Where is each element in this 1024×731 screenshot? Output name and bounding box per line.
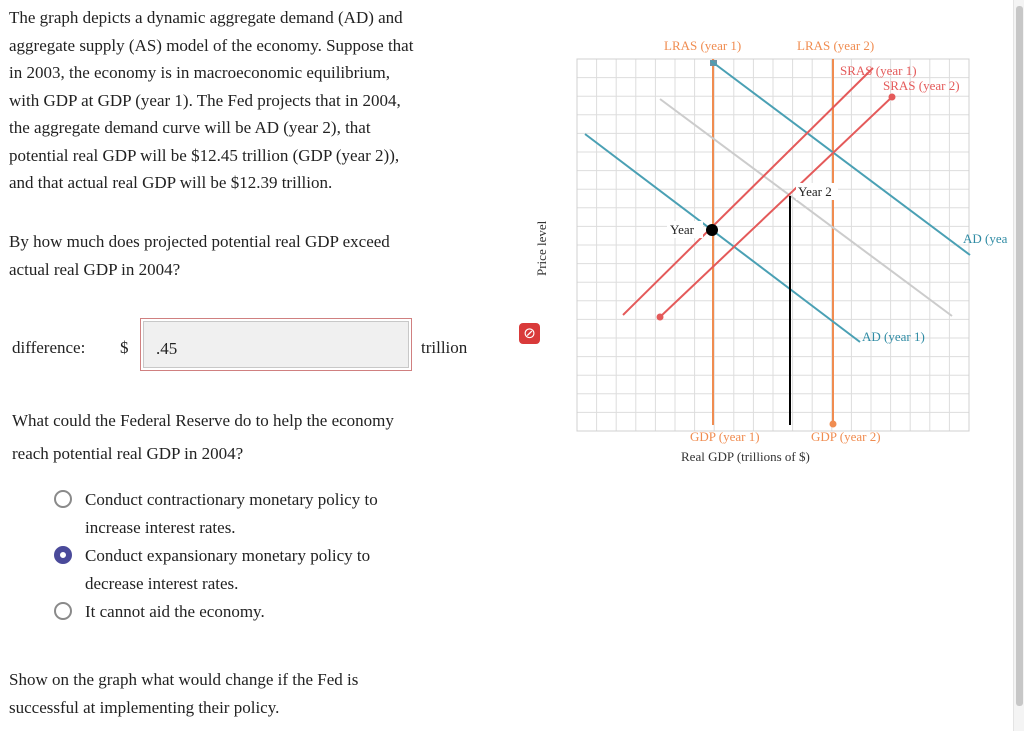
sras-year2-handle[interactable] (657, 314, 664, 321)
ad-year2-label: AD (yea (963, 231, 1008, 246)
intro-line: in 2003, the economy is in macroeconomic equilibrium, (9, 63, 390, 82)
intro-line: with GDP at GDP (year 1). The Fed projects that in 2004, (9, 90, 401, 110)
q3-line: reach potential real GDP in 2004? (12, 444, 244, 463)
q2-line: By how much does projected potential real GDP exceed (9, 232, 390, 251)
radio-button[interactable] (54, 602, 72, 620)
error-icon: ⊘ (519, 323, 540, 344)
radio-button[interactable] (54, 490, 72, 508)
scrollbar-thumb[interactable] (1016, 6, 1023, 706)
choice-cannot-aid[interactable] (54, 598, 494, 654)
question-difference (9, 228, 489, 284)
unit-label: trillion (421, 338, 468, 357)
gdp-year1-label: GDP (year 1) (690, 429, 760, 444)
gdp-year2-handle[interactable] (830, 421, 837, 428)
x-axis-label: Real GDP (trillions of $) (681, 449, 810, 464)
year1-point-label: Year (670, 222, 694, 237)
difference-input-value: .45 (156, 339, 178, 358)
q4-line: successful at implementing their policy. (9, 698, 280, 717)
q4-line: Show on the graph what would change if the Fed is (9, 670, 359, 689)
difference-input-field[interactable] (143, 321, 409, 368)
ad-year1-label: AD (year 1) (862, 329, 925, 344)
choice-contractionary[interactable] (54, 486, 494, 542)
question-show-graph (9, 666, 489, 722)
question-intro (9, 4, 489, 197)
choice-text: decrease interest rates. (85, 574, 239, 593)
sras-year2-label: SRAS (year 2) (883, 78, 960, 93)
ad-as-graph[interactable] (528, 0, 1012, 480)
choice-text: Conduct expansionary monetary policy to (85, 546, 371, 565)
question-fed-action (12, 404, 492, 470)
lras-year2-label: LRAS (year 2) (797, 38, 875, 53)
intro-line: The graph depicts a dynamic aggregate demand (AD) and (9, 8, 403, 27)
answer-row (12, 318, 536, 374)
q2-line: actual real GDP in 2004? (9, 260, 181, 279)
intro-line: potential real GDP will be $12.45 trillion (GDP (year 2)), (9, 145, 400, 165)
scrollbar[interactable] (1013, 0, 1024, 731)
q3-line: What could the Federal Reserve do to help the economy (12, 411, 394, 430)
intro-line: and that actual real GDP will be $12.39 trillion. (9, 173, 333, 192)
choice-expansionary[interactable] (54, 542, 494, 598)
choice-text: It cannot aid the economy. (85, 602, 265, 621)
equilibrium-point-year1[interactable] (706, 224, 718, 236)
intro-line: aggregate supply (AS) model of the economy. Suppose that (9, 35, 414, 55)
choice-list (54, 486, 494, 654)
radio-button[interactable] (54, 546, 72, 564)
sras-year2-handle[interactable] (889, 94, 896, 101)
choice-text: Conduct contractionary monetary policy to (85, 490, 378, 509)
graph-grid (577, 59, 969, 431)
year2-point-label: Year 2 (798, 184, 832, 199)
y-axis-label: Price level (534, 220, 549, 276)
difference-label: difference: (12, 338, 86, 357)
currency-symbol: $ (120, 338, 129, 357)
lras-year1-label: LRAS (year 1) (664, 38, 742, 53)
choice-text: increase interest rates. (85, 518, 236, 537)
intro-line: the aggregate demand curve will be AD (year 2), that (9, 118, 371, 137)
sras-year1-label: SRAS (year 1) (840, 63, 917, 78)
gdp-year2-label: GDP (year 2) (811, 429, 881, 444)
